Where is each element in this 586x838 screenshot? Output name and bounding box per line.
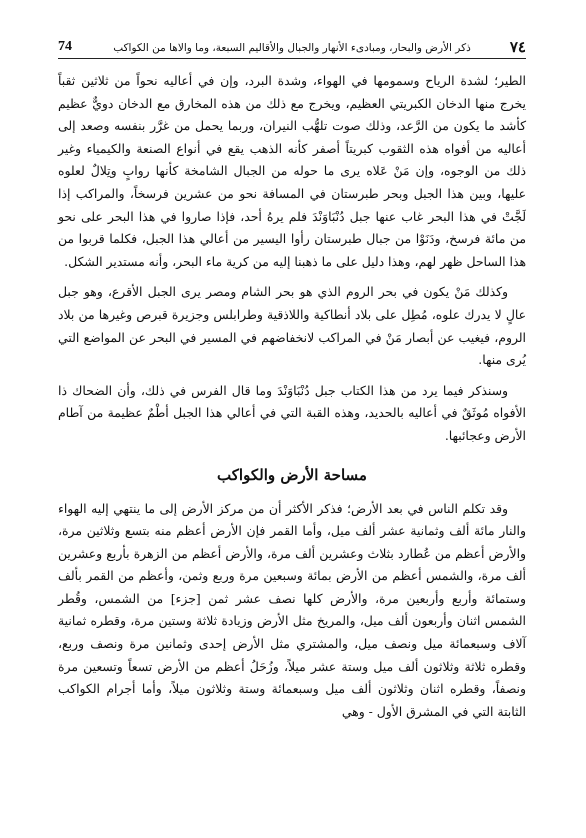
page-number-latin: 74: [58, 39, 72, 54]
paragraph: وكذلك مَنْ يكون في بحر الروم الذي هو بحر الشام ومصر يرى الجبل الأقرع، وهو جبل عالٍ لا يدرك علوه، مُطِل على بلاد أنطاكية واللاذقية وطرابلس وجزيرة قبرص وغيرها من بلاد الروم، فيغيب عن أبصار مَنْ في المراكب لانخفاضهم في المسير في البحر عن المواضع التي يُرى منها.: [58, 284, 526, 368]
page-number: ٧٤: [509, 38, 526, 56]
page-body: [58, 70, 526, 731]
paragraph: الطير؛ لشدة الرياح وسمومها في الهواء، وشدة البرد، وإن في أعاليه نحواً من ثلاثين ثقباً يخرج منها الدخان الكبريتي العظيم، ويخرج مع ذلك من هذه المخارق مع الدخان دويٌّ عظيم كأشد ما يكون من الرَّعد، وذلك صوت تلهُّب النيران، وربما يحمل من غرَّر بنفسه وصعد إلى أعاليه من أفواه هذه الثقوب كبريتاً أصفر كأنه الذهب يقع في أنواع الصنعة والكيمياء وغير ذلك من الوجوه، وإن مَنْ عَلاه يرى ما حوله من الجبال الشامخة كأنها روابٍ وتِلالٌ لعلوه عليها، وبين هذا الجبل وبحر طبرستان في المسافة نحو من عشرين فرسخاً، والمراكب إذا لَجَّتْ في هذا البحر غاب عنها جبل دُنْبَاوَنْدَ فلم يرهُ أحد، فإذا صاروا في هذا البحر على نحو من مائة فرسخ، ودَنَوْا من جبال طبرستان رأوا اليسير من أعالي هذا الجبل، فكلما قربوا من هذا الساحل ظهر لهم، وهذا دليل على ما ذهبنا إليه من كرية ماء البحر، وأنه مستدير الشكل.: [58, 73, 526, 269]
page-header: [58, 38, 526, 59]
section-heading: مساحة الأرض والكواكب: [217, 465, 367, 484]
paragraph: وسنذكر فيما يرد من هذا الكتاب جبل دُنْبَاوَنْدَ وما قال الفرس في ذلك، وأن الضحاك ذا الأفواه مُوثَقٌ في أعاليه بالحديد، وهذه القبة التي في أعالي هذا الجبل أطْمٌ عظيمة من آطام الأرض وعجائبها.: [58, 382, 526, 443]
paragraph: وقد تكلم الناس في بعد الأرض؛ فذكر الأكثر أن من مركز الأرض إلى ما ينتهي إليه الهواء والنار مائة ألف وثمانية عشر ألف ميل، وأما القمر فإن الأرض أعظم منه بتسع وثلاثين مرة، والأرض أعظم من عُطارد بثلاث وعشرين ألف مرة، والأرض أعظم من الزهرة بأربع وعشرين ألف مرة، والشمس أعظم من الأرض بمائة وسبعين مرة وربع وثمن، وأعظم من القمر بألف وستمائة وأربع وأربعين مرة، والأرض كلها نصف عشر ثمن [جزء] من الشمس، وقُطر الشمس اثنان وأربعون ألف ميل، والمريخ مثل الأرض وزيادة ثلاثة وستين مرة، وقطره ثمانية آلاف وسبعمائة ميل ونصف ميل، والمشتري مثل الأرض إحدى وثمانين مرة ونصف وربع، وقطره ثلاثة وثلاثون ألف ميل وستة عشر ميلاً، وزُحَلُ أعظم من الأرض تسعاً وتسعين مرة ونصفاً، وقطره اثنان وثلاثون ألف ميل وسبعمائة وستة وثلاثون ميلاً، وأما أجرام الكواكب الثابتة التي في المشرق الأول - وهي: [58, 500, 526, 719]
running-title: ذكر الأرض والبحار، ومبادىء الأنهار والجبال والأقاليم السبعة، وما والاها من الكواكب: [113, 42, 471, 54]
